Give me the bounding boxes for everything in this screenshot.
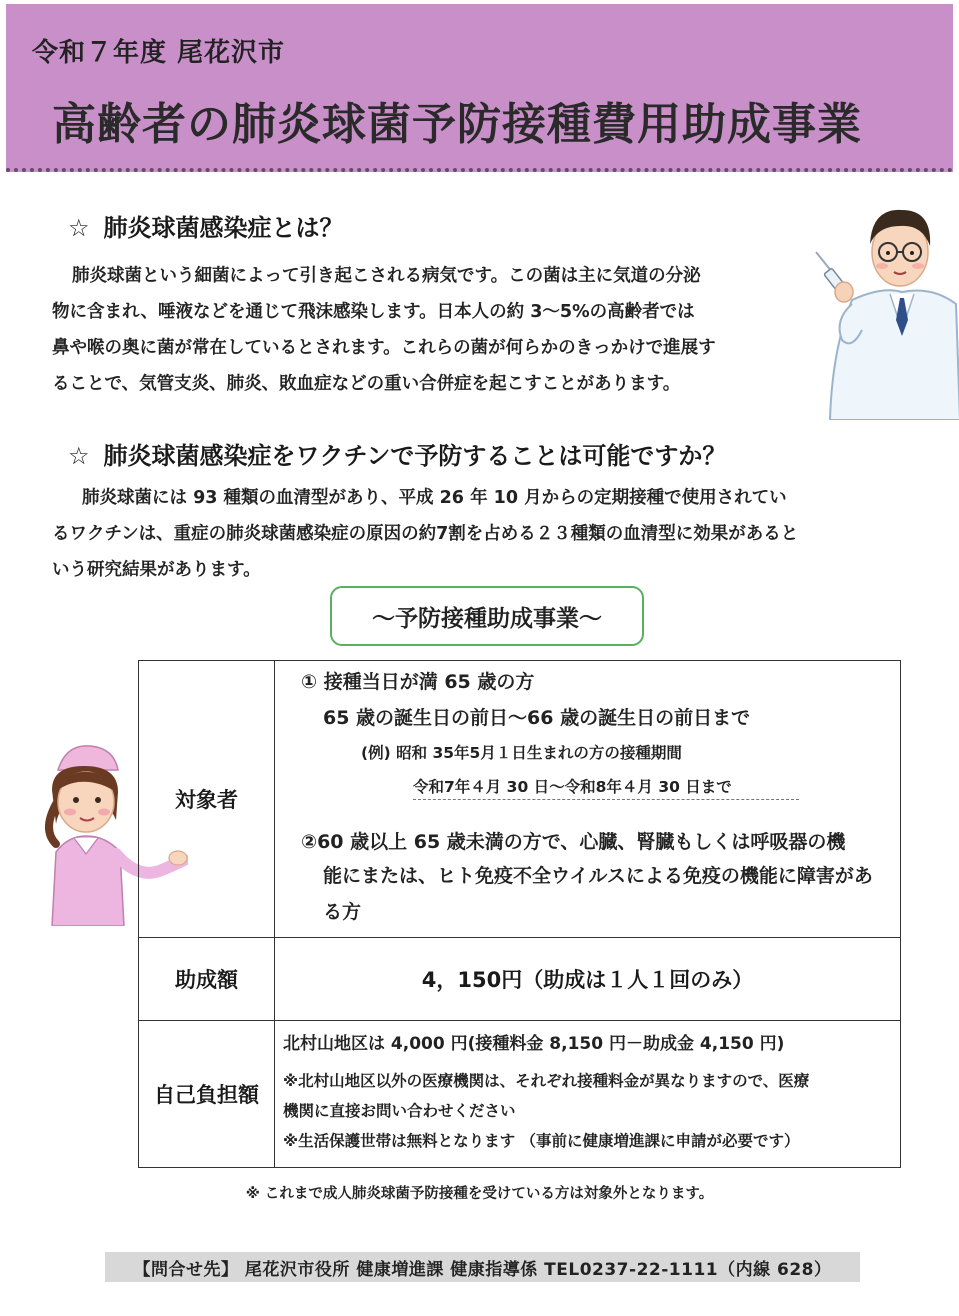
eligible-item2-line: ②60 歳以上 65 歳未満の方で、心臓、腎臓もしくは呼吸器の機: [301, 831, 846, 853]
eligible-item2-line: 能にまたは、ヒト免疫不全ウイルスによる免疫の機能に障害があ: [323, 865, 873, 887]
section2-line: いう研究結果があります。: [52, 560, 261, 580]
section1-body: [52, 258, 716, 402]
table-row-copay: [139, 1021, 901, 1168]
section2-heading-text: 肺炎球菌感染症をワクチンで予防することは可能ですか？: [103, 442, 727, 470]
header-subtitle: 令和７年度 尾花沢市: [32, 38, 286, 68]
eligible-example: (例) 昭和 35年5月１日生まれの方の接種期間: [361, 744, 682, 762]
copay-content: [275, 1021, 901, 1168]
subsidy-content: [275, 938, 901, 1021]
section2-heading: [68, 436, 726, 471]
copay-note2: ※生活保護世帯は無料となります （事前に健康増進課に申請が必要です）: [283, 1132, 800, 1150]
doctor-illustration: [812, 200, 959, 420]
eligible-item1: ① 接種当日が満 65 歳の方: [301, 671, 535, 693]
section1-heading: [68, 208, 344, 243]
eligible-item1-detail: 65 歳の誕生日の前日～66 歳の誕生日の前日まで: [323, 707, 751, 729]
star-icon: ☆: [68, 442, 90, 470]
eligible-label: 対象者: [139, 661, 275, 938]
info-table: [138, 660, 901, 1168]
contact-bar: 【問合せ先】 尾花沢市役所 健康増進課 健康指導係 TEL0237-22-1111（内線 628）: [105, 1252, 860, 1282]
section1-heading-text: 肺炎球菌感染症とは？: [103, 214, 344, 242]
eligible-content: [275, 661, 901, 938]
copay-note1-line: ※北村山地区以外の医療機関は、それぞれ接種料金が異なりますので、医療: [283, 1072, 810, 1090]
section1-line: 肺炎球菌という細菌によって引き起こされる病気です。この菌は主に気道の分泌: [72, 266, 701, 286]
section1-line: 鼻や喉の奥に菌が常在しているとされます。これらの菌が何らかのきっかけで進展す: [52, 338, 716, 358]
section1-line: ることで、気管支炎、肺炎、敗血症などの重い合併症を起こすことがあります。: [52, 374, 681, 394]
section2-line: 肺炎球菌には 93 種類の血清型があり、平成 26 年 10 月からの定期接種で使用されてい: [82, 488, 787, 508]
subsidy-label: 助成額: [139, 938, 275, 1021]
section2-body: [52, 480, 798, 588]
eligible-item2-line: る方: [323, 901, 362, 923]
copay-note1-line: 機関に直接お問い合わせください: [283, 1102, 516, 1120]
eligible-example-period: 令和7年４月 30 日～令和8年４月 30 日まで: [413, 775, 799, 800]
subsidy-amount: 4，150円（助成は１人１回のみ）: [421, 968, 754, 992]
copay-label: 自己負担額: [139, 1021, 275, 1168]
header-banner: [6, 4, 953, 172]
program-title: ～予防接種助成事業～: [330, 586, 644, 646]
footnote: ※ これまで成人肺炎球菌予防接種を受けている方は対象外となります。: [245, 1186, 714, 1202]
table-row-subsidy: [139, 938, 901, 1021]
table-row-eligible: [139, 661, 901, 938]
header-title: 高齢者の肺炎球菌予防接種費用助成事業: [52, 99, 862, 150]
copay-line1: 北村山地区は 4,000 円(接種料金 8,150 円－助成金 4,150 円): [283, 1034, 785, 1054]
section2-line: るワクチンは、重症の肺炎球菌感染症の原因の約7割を占める２３種類の血清型に効果があると: [52, 524, 799, 544]
star-icon: ☆: [68, 214, 90, 242]
section1-line: 物に含まれ、唾液などを通じて飛沫感染します。日本人の約 3～5%の高齢者では: [52, 302, 695, 322]
